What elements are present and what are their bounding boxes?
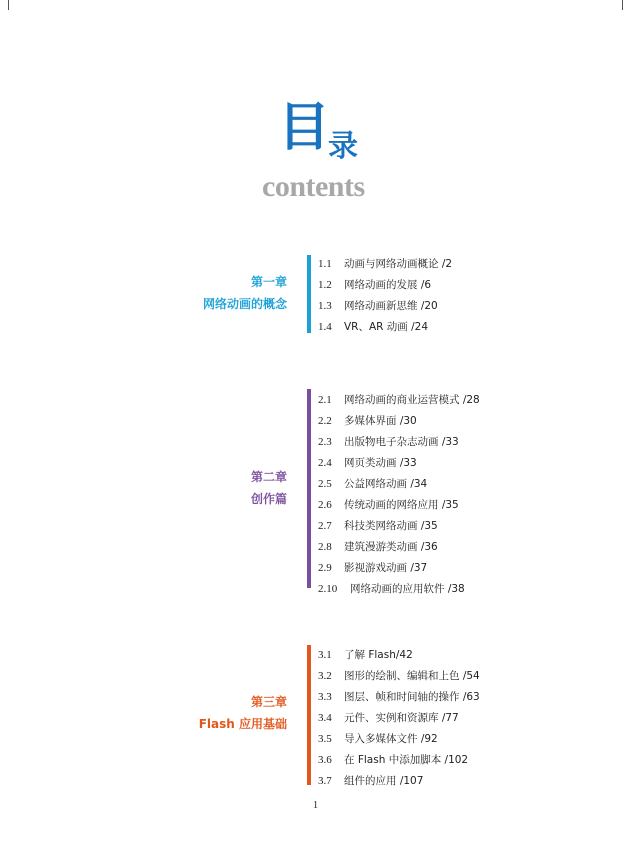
chapter-2-bar	[307, 389, 311, 588]
toc-entry[interactable]: 2.3 出版物电子杂志动画 /33	[318, 436, 459, 448]
toc-entry[interactable]: 1.4 VR、AR 动画 /24	[318, 321, 429, 333]
chapter-3-number: 第三章	[250, 695, 287, 709]
chapter-1-bar	[307, 255, 311, 333]
chapter-1-name: 网络动画的概念	[202, 297, 287, 311]
toc-entry[interactable]: 2.4 网页类动画 /33	[318, 457, 417, 469]
toc-title-char-2: 录	[328, 129, 358, 164]
toc-entry[interactable]: 1.3 网络动画新思维 /20	[318, 300, 438, 312]
toc-entry[interactable]: 3.7 组件的应用 /107	[318, 775, 424, 787]
toc-entry[interactable]: 3.5 导入多媒体文件 /92	[318, 733, 438, 745]
toc-entry[interactable]: 2.6 传统动画的网络应用 /35	[318, 499, 459, 511]
toc-entry[interactable]: 2.2 多媒体界面 /30	[318, 415, 417, 427]
chapter-2-items	[318, 390, 480, 600]
toc-entry[interactable]: 2.5 公益网络动画 /34	[318, 478, 428, 490]
toc-entry[interactable]: 2.9 影视游戏动画 /37	[318, 562, 428, 574]
toc-entry[interactable]: 3.6 在 Flash 中添加脚本 /102	[318, 754, 469, 766]
toc-entry[interactable]: 3.3 图层、帧和时间轴的操作 /63	[318, 691, 480, 703]
crop-mark-right	[622, 0, 623, 10]
toc-entry[interactable]: 1.1 动画与网络动画概论 /2	[318, 258, 453, 270]
toc-entry[interactable]: 3.2 图形的绘制、编辑和上色 /54	[318, 670, 480, 682]
crop-mark-left	[8, 0, 9, 10]
chapter-2-number: 第二章	[250, 470, 287, 484]
toc-title-char-1: 目	[278, 98, 331, 158]
toc-entry[interactable]: 3.1 了解 Flash/42	[318, 649, 413, 661]
chapter-3-name: Flash 应用基础	[198, 717, 287, 731]
chapter-2-name: 创作篇	[250, 492, 287, 506]
toc-entry[interactable]: 2.10 网络动画的应用软件 /38	[318, 583, 465, 595]
toc-entry[interactable]: 1.2 网络动画的发展 /6	[318, 279, 432, 291]
toc-subtitle: contents	[262, 170, 365, 203]
toc-entry[interactable]: 2.1 网络动画的商业运营模式 /28	[318, 394, 480, 406]
chapter-1-number: 第一章	[250, 275, 287, 289]
toc-entry[interactable]: 2.8 建筑漫游类动画 /36	[318, 541, 438, 553]
chapter-1-items	[318, 254, 452, 338]
chapter-3-items	[318, 645, 480, 792]
chapter-3-bar	[307, 645, 311, 785]
toc-entry[interactable]: 3.4 元件、实例和资源库 /77	[318, 712, 459, 724]
toc-entry[interactable]: 2.7 科技类网络动画 /35	[318, 520, 438, 532]
page-number: 1	[312, 799, 319, 811]
